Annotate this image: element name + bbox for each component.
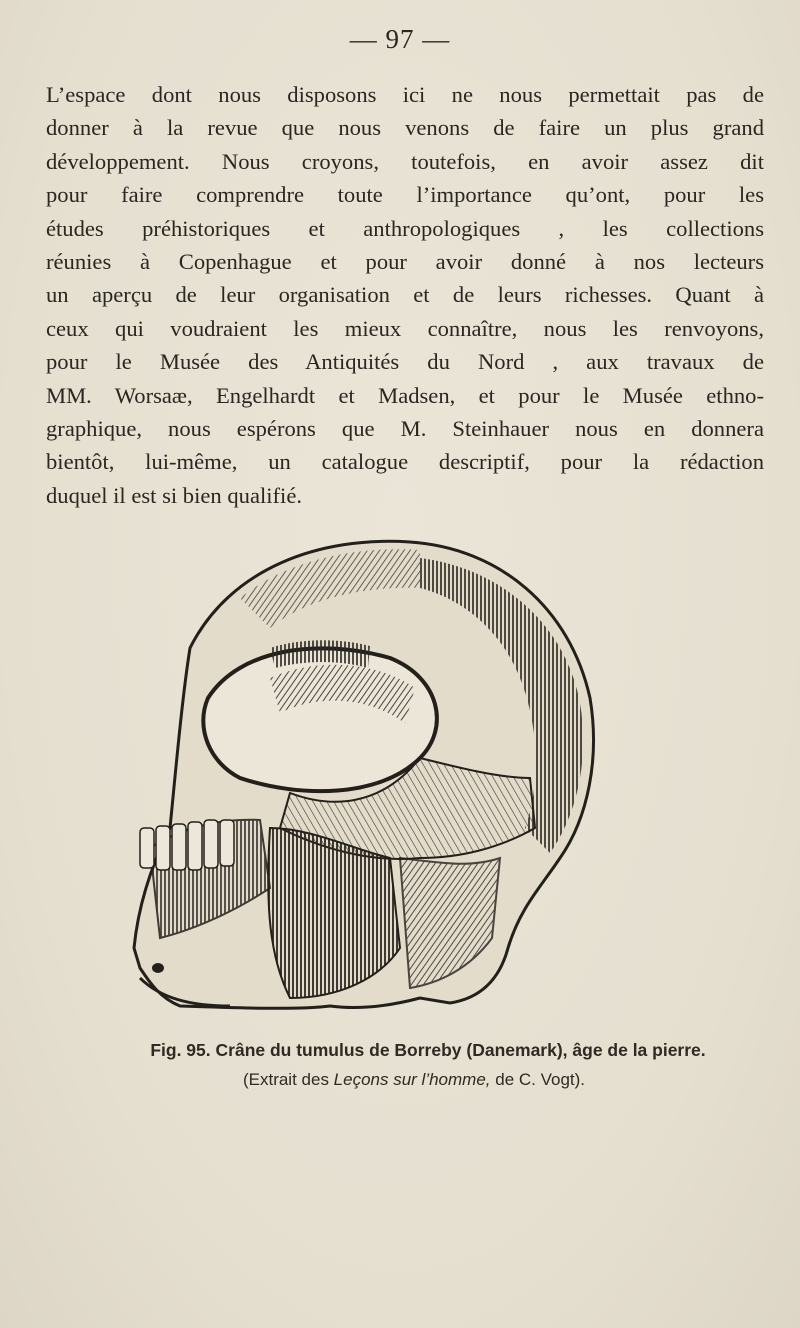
- figure-label: Fig. 95.: [150, 1040, 211, 1060]
- page-number: — 97 —: [349, 24, 451, 54]
- text-line: L’espace dont nous disposons ici ne nous permettait pas de: [46, 82, 764, 107]
- text-line: duquel il est si bien qualifié.: [46, 482, 303, 508]
- text-line: études préhistoriques et anthropologiques , les collections: [46, 215, 764, 241]
- text-line: réunies à Copenhague et pour avoir donné à nos lecteurs: [46, 249, 764, 275]
- figure-caption-text: Crâne du tumulus de Borreby (Danemark), âge de la pierre.: [215, 1040, 706, 1060]
- credit-title: Leçons sur l’homme,: [333, 1070, 491, 1089]
- text-line: bientôt, lui-même, un catalogue descriptif, pour la rédaction: [46, 449, 764, 475]
- figure-credit: [14, 1070, 800, 1090]
- text-line: graphique, nous espérons que M. Steinhauer nous en donnera: [46, 416, 764, 442]
- skull-engraving-icon: [120, 528, 600, 1020]
- text-line: ceux qui voudraient les mieux connaître, nous les renvoyons,: [46, 315, 764, 341]
- text-line: développement. Nous croyons, toutefois, en avoir assez dit: [46, 148, 764, 174]
- figure-caption: [28, 1040, 800, 1061]
- text-line: pour faire comprendre toute l’importance qu’ont, pour les: [46, 182, 764, 208]
- text-line: donner à la revue que nous venons de faire un plus grand: [46, 115, 764, 141]
- credit-open: (Extrait des: [242, 1070, 334, 1089]
- body-paragraph: [46, 78, 764, 512]
- text-line: MM. Worsaæ, Engelhardt et Madsen, et pour le Musée ethno-: [46, 382, 764, 408]
- credit-close: de C. Vogt).: [490, 1070, 586, 1089]
- text-line: un aperçu de leur organisation et de leurs richesses. Quant à: [46, 282, 764, 308]
- text-line: pour le Musée des Antiquités du Nord , aux travaux de: [46, 349, 764, 375]
